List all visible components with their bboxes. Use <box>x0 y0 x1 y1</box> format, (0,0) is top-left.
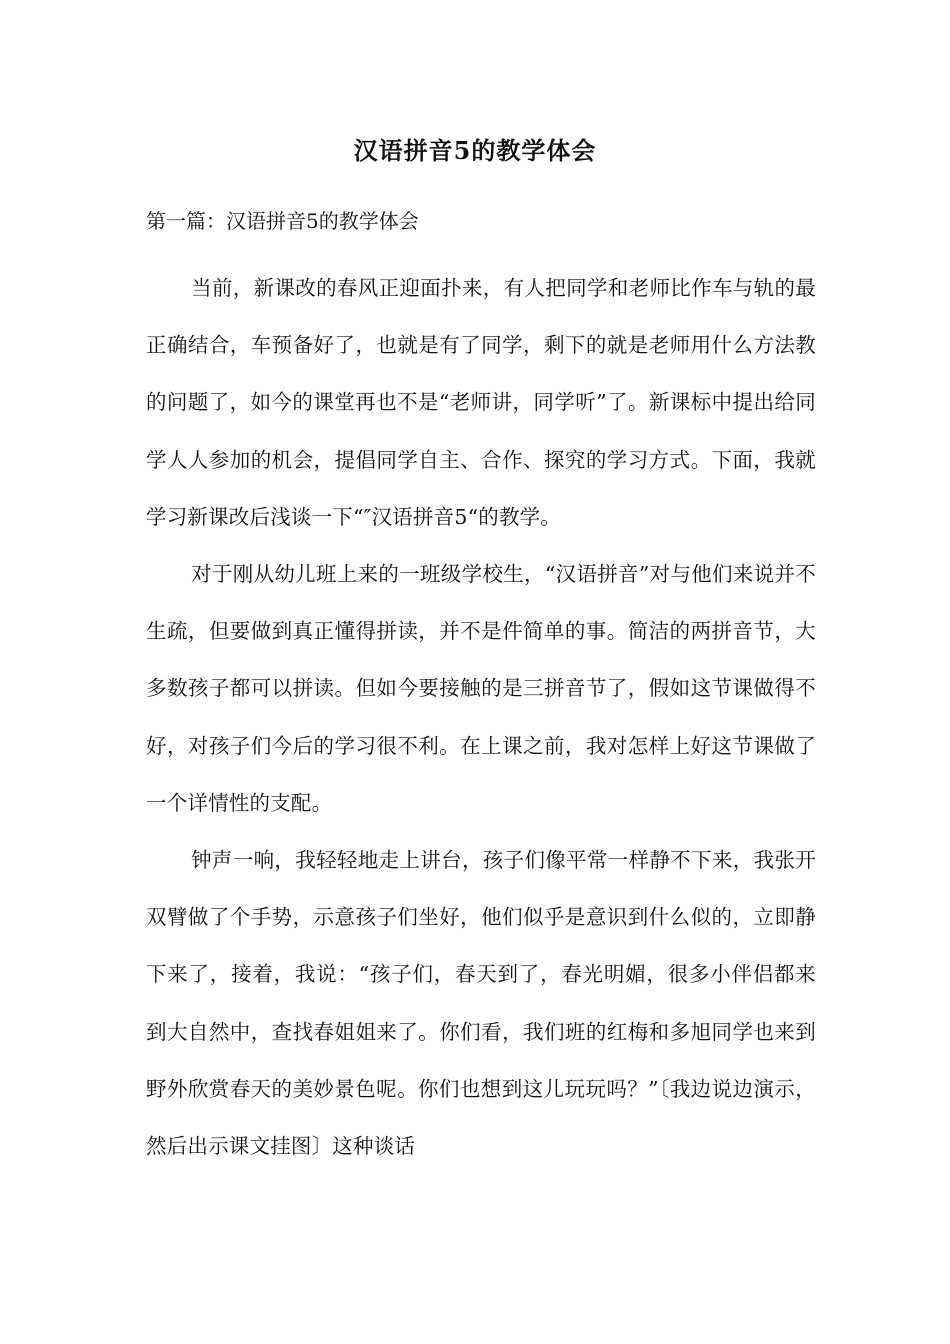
document-title: 汉语拼音5的教学体会 <box>353 136 597 165</box>
section-heading: 第一篇：汉语拼音5的教学体会 <box>146 209 419 233</box>
paragraph-2: 对于刚从幼儿班上来的一班级学校生，“汉语拼音”对与他们来说并不生疏，但要做到真正懂得拼读，并不是件简单的事。简洁的两拼音节，大多数孩子都可以拼读。但如今要接触的是三拼音节了，假如这节课做得不好，对孩子们今后的学习很不利。在上课之前，我对怎样上好这节课做了一个详情性的支配。 <box>146 562 816 815</box>
document-body <box>146 260 816 1175</box>
paragraph-1: 当前，新课改的春风正迎面扑来，有人把同学和老师比作车与轨的最正确结合，车预备好了，也就是有了同学，剩下的就是老师用什么方法教的问题了，如今的课堂再也不是“老师讲，同学听”了。新课标中提出给同学人人参加的机会，提倡同学自主、合作、探究的学习方式。下面，我就学习新课改后浅谈一下“″汉语拼音5“的教学。 <box>146 276 816 529</box>
paragraph-3: 钟声一响，我轻轻地走上讲台，孩子们像平常一样静不下来，我张开双臂做了个手势，示意孩子们坐好，他们似乎是意识到什么似的，立即静下来了，接着，我说：“孩子们，春天到了，春光明媚，很多小伴侣都来到大自然中，查找春姐姐来了。你们看，我们班的红梅和多旭同学也来到野外欣赏春天的美妙景色呢。你们也想到这儿玩玩吗？”〔我边说边演示，然后出示课文挂图〕这种谈话 <box>146 848 816 1159</box>
